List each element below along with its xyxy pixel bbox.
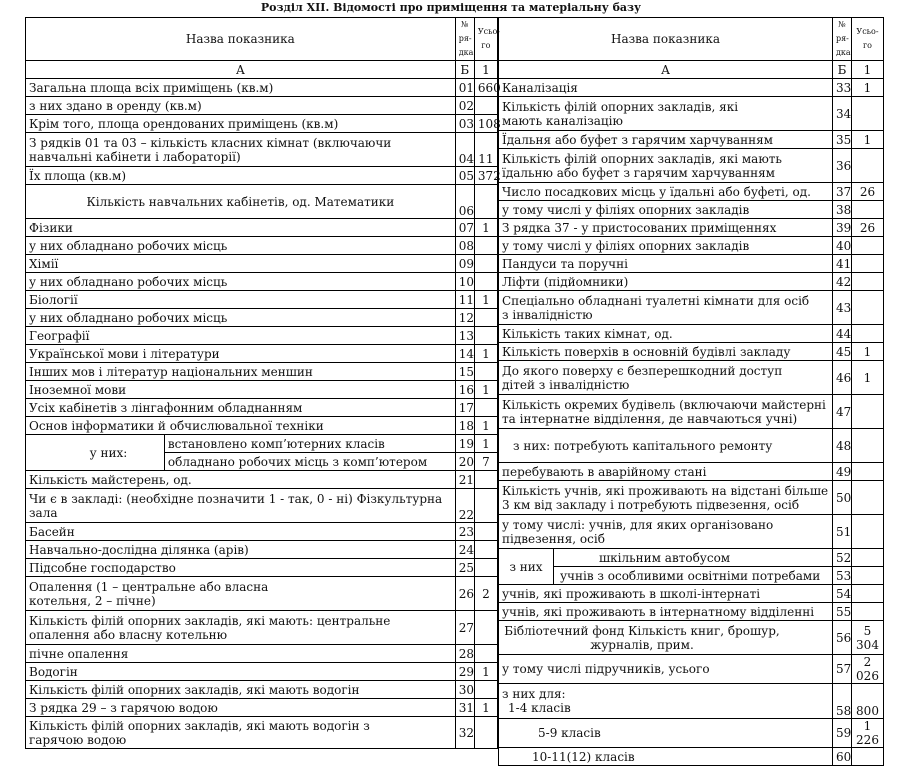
table-row [499,655,884,684]
row-num: 07 [455,219,474,237]
row-label: З рядків 01 та 03 – кількість класних кімнат (включаючи навчальні кабінети і лабораторії) [26,133,456,167]
row-label: До якого поверху є безперешкодний доступ дітей з інвалідністю [499,361,833,395]
row-label: Опалення (1 – центральне або власна котельня, 2 – пічне) [26,577,456,611]
row-value [852,201,884,219]
table-row [26,219,498,237]
row-label: Крім того, площа орендованих приміщень (кв.м) [26,115,456,133]
row-value [474,399,497,417]
row-value [474,185,497,219]
row-label: Кількість філій опорних закладів, які мають водогін з гарячою водою [26,717,456,749]
table-row [26,471,498,489]
table-row [499,201,884,219]
letter-1: 1 [852,61,884,79]
row-num: 37 [833,183,852,201]
table-row [26,663,498,681]
row-label [499,684,833,719]
row-label: пічне опалення [26,645,456,663]
table-row [499,149,884,183]
row-value: 11 [474,133,497,167]
row-label: у них обладнано робочих місць [26,273,456,291]
left-table [25,17,501,749]
table-row [26,611,498,645]
table-row [26,237,498,255]
row-value [852,149,884,183]
table-row [26,417,498,435]
table-row [499,219,884,237]
row-label: Кількість філій опорних закладів, які мають їдальню або буфет з гарячим харчуванням [499,149,833,183]
letters-row [26,61,498,79]
row-value: 26 [852,219,884,237]
row-num: 55 [833,603,852,621]
row-num: 16 [455,381,474,399]
row-value [852,97,884,131]
table-row [499,273,884,291]
row-value [474,523,497,541]
row-num: 35 [833,131,852,149]
row-label: у тому числі: учнів, для яких організовано підвезення, осіб [499,515,833,549]
row-num: 52 [833,549,852,567]
section-title: Розділ XII. Відомості про приміщення та матеріальну базу [260,1,642,14]
row-label: Кількість учнів, які проживають на відстані більше 3 км від закладу і потребують підвезення, осіб [499,481,833,515]
row-value: 26 [852,183,884,201]
row-num: 12 [455,309,474,327]
row-value [474,255,497,273]
row-num: 27 [455,611,474,645]
row-value [474,681,497,699]
row-label: перебувають в аварійному стані [499,463,833,481]
table-row [499,684,884,719]
table-row [499,97,884,131]
row-label: Української мови і літератури [26,345,456,363]
row-label: Кількість окремих будівель (включаючи майстерні та інтернатне відділення, де навчаються учні) [499,395,833,429]
row-num: 20 [455,453,474,471]
row-num: 26 [455,577,474,611]
row-num: 47 [833,395,852,429]
row-label: Пандуси та поручні [499,255,833,273]
table-row [26,273,498,291]
row-label: шкільним автобусом [554,549,833,567]
row-num: 49 [833,463,852,481]
row-label: Каналізація [499,79,833,97]
header-name: Назва показника [499,18,833,61]
row-value [474,489,497,523]
table-row [26,577,498,611]
row-value: 1 [474,219,497,237]
header-total: Усьо-го [852,18,884,61]
header-num: № ря-дка [833,18,852,61]
row-num: 43 [833,291,852,325]
row-value [852,255,884,273]
row-label: Чи є в закладі: (необхідне позначити 1 - так, 0 - ні) Фізкультурна зала [26,489,456,523]
table-row [26,363,498,381]
row-label: Фізики [26,219,456,237]
row-label: Число посадкових місць у їдальні або буфеті, од. [499,183,833,201]
row-value: 372 [474,167,497,185]
row-value [474,611,497,645]
table-row [26,541,498,559]
table-row [499,79,884,97]
row-label: з них здано в оренду (кв.м) [26,97,456,115]
row-label: Кількість філій опорних закладів, які мають каналізацію [499,97,833,131]
table-row [499,719,884,748]
row-value [474,237,497,255]
row-num: 38 [833,201,852,219]
row-value: 1 [852,343,884,361]
row-num: 08 [455,237,474,255]
letter-a: А [26,61,456,79]
row-num: 51 [833,515,852,549]
row-label: Усіх кабінетів з лінгафонним обладнанням [26,399,456,417]
letter-1: 1 [474,61,497,79]
row-label: Інших мов і літератур національних меншин [26,363,456,381]
row-value [474,309,497,327]
row-label: Кількість філій опорних закладів, які мають: центральне опалення або власну котельню [26,611,456,645]
table-row [499,429,884,463]
row-num: 15 [455,363,474,381]
row-label: учнів, які проживають в інтернатному відділенні [499,603,833,621]
header-num: № ря-дка [455,18,474,61]
row-label: Підсобне господарство [26,559,456,577]
row-label: З рядка 37 - у пристосованих приміщеннях [499,219,833,237]
row-group-label: у них: [26,435,165,471]
letter-a: А [499,61,833,79]
row-value: 800 [852,684,884,719]
row-num: 48 [833,429,852,463]
row-num: 33 [833,79,852,97]
row-label: Бібліотечний фонд Кількість книг, брошур, журналів, прим. [499,621,833,655]
row-label: Кількість таких кімнат, од. [499,325,833,343]
table-row [499,603,884,621]
row-label: у тому числі у філіях опорних закладів [499,201,833,219]
table-row [26,699,498,717]
row-num: 13 [455,327,474,345]
right-table [498,17,884,766]
row-group-label: з них [499,549,554,585]
row-num: 06 [455,185,474,219]
header-row [499,18,884,61]
letters-row [499,61,884,79]
row-value: 1 [474,699,497,717]
row-label: Ліфти (підйомники) [499,273,833,291]
row-value [852,291,884,325]
table-row [499,463,884,481]
table-row [26,167,498,185]
row-value: 1 [474,435,497,453]
table-row [26,79,498,97]
row-label: Кількість навчальних кабінетів, од. Математики [26,185,456,219]
row-value [474,97,497,115]
row-value [852,515,884,549]
row-label: обладнано робочих місць з комп’ютером [164,453,455,471]
row-num: 19 [455,435,474,453]
row-num: 05 [455,167,474,185]
row-group-label: з них для: [502,687,566,701]
row-num: 22 [455,489,474,523]
row-value: 1 [474,663,497,681]
row-label: у тому числі у філіях опорних закладів [499,237,833,255]
row-value: 7 [474,453,497,471]
table-row [499,748,884,766]
row-num: 40 [833,237,852,255]
row-num: 57 [833,655,852,684]
row-value: 5 304 [852,621,884,655]
row-value [852,585,884,603]
table-row [26,255,498,273]
row-value [852,481,884,515]
row-num: 39 [833,219,852,237]
table-row [499,621,884,655]
table-row [499,567,884,585]
row-sublabel: 1-4 класів [508,701,571,715]
table-row [499,585,884,603]
row-label: Водогін [26,663,456,681]
row-value [474,645,497,663]
row-value [852,429,884,463]
table-row [26,381,498,399]
row-value [852,273,884,291]
row-num: 14 [455,345,474,363]
row-label: у тому числі підручників, усього [499,655,833,684]
row-label: Географії [26,327,456,345]
table-row [26,435,498,453]
table-row [499,255,884,273]
row-num: 56 [833,621,852,655]
row-value: 2 [474,577,497,611]
letter-b: Б [455,61,474,79]
row-value: 1 [474,345,497,363]
row-value [852,549,884,567]
row-num: 32 [455,717,474,749]
row-num: 45 [833,343,852,361]
table-row [26,559,498,577]
row-label: 5-9 класів [499,719,833,748]
table-row [26,327,498,345]
row-value [474,273,497,291]
row-num: 31 [455,699,474,717]
row-label: Басейн [26,523,456,541]
row-num: 09 [455,255,474,273]
table-row [26,399,498,417]
row-value: 1 [474,291,497,309]
row-num: 60 [833,748,852,766]
table-row [499,549,884,567]
table-row [499,183,884,201]
row-num: 44 [833,325,852,343]
row-value [852,603,884,621]
table-row [26,97,498,115]
row-label: З рядка 29 – з гарячою водою [26,699,456,717]
row-value [852,395,884,429]
table-row [26,309,498,327]
row-label: встановлено комп’ютерних класів [164,435,455,453]
row-value: 1 [852,131,884,149]
table-row [26,489,498,523]
row-label: Їх площа (кв.м) [26,167,456,185]
table-row [26,291,498,309]
row-label: Основ інформатики й обчислювальної техніки [26,417,456,435]
letter-b: Б [833,61,852,79]
row-num: 42 [833,273,852,291]
row-num: 58 [833,684,852,719]
row-num: 50 [833,481,852,515]
table-row [26,133,498,167]
row-label: Кількість поверхів в основній будівлі закладу [499,343,833,361]
row-value [474,327,497,345]
table-row [26,523,498,541]
table-row [26,345,498,363]
row-num: 34 [833,97,852,131]
row-label: учнів з особливими освітніми потребами [554,567,833,585]
row-label: Біології [26,291,456,309]
row-value [474,717,497,749]
header-row [26,18,498,61]
row-num: 04 [455,133,474,167]
row-value [474,363,497,381]
row-num: 02 [455,97,474,115]
row-value: 1 [474,381,497,399]
row-value [852,237,884,255]
table-row [26,645,498,663]
row-num: 01 [455,79,474,97]
row-value [852,463,884,481]
table-row [499,515,884,549]
row-value [474,471,497,489]
row-num: 36 [833,149,852,183]
row-value: 2 026 [852,655,884,684]
table-row [499,131,884,149]
row-label: Спеціально обладнані туалетні кімнати для осіб з інвалідністю [499,291,833,325]
row-value [474,559,497,577]
table-row [499,361,884,395]
row-label: з них: потребують капітального ремонту [499,429,833,463]
row-num: 54 [833,585,852,603]
row-num: 30 [455,681,474,699]
row-value [852,567,884,585]
row-label: Їдальня або буфет з гарячим харчуванням [499,131,833,149]
row-value: 1 [852,361,884,395]
row-value: 1 [474,417,497,435]
row-num: 25 [455,559,474,577]
header-total: Усьо-го [474,18,497,61]
table-row [499,343,884,361]
table-row [499,291,884,325]
row-num: 46 [833,361,852,395]
row-num: 41 [833,255,852,273]
row-num: 29 [455,663,474,681]
table-row [26,681,498,699]
row-num: 17 [455,399,474,417]
row-value: 1 226 [852,719,884,748]
row-num: 11 [455,291,474,309]
table-row [499,481,884,515]
row-value: 1 [852,79,884,97]
row-value: 108 [474,115,497,133]
header-name: Назва показника [26,18,456,61]
row-label: Хімії [26,255,456,273]
row-num: 24 [455,541,474,559]
row-value [852,748,884,766]
row-label: Іноземної мови [26,381,456,399]
table-row [26,185,498,219]
row-num: 59 [833,719,852,748]
table-row [26,115,498,133]
row-num: 10 [455,273,474,291]
row-num: 53 [833,567,852,585]
table-row [499,395,884,429]
row-label: учнів, які проживають в школі-інтернаті [499,585,833,603]
row-value [474,541,497,559]
row-label: Кількість майстерень, од. [26,471,456,489]
row-num: 03 [455,115,474,133]
row-label: у них обладнано робочих місць [26,309,456,327]
row-label: Загальна площа всіх приміщень (кв.м) [26,79,456,97]
row-num: 23 [455,523,474,541]
row-num: 18 [455,417,474,435]
table-row [499,237,884,255]
row-label: Навчально-дослідна ділянка (арів) [26,541,456,559]
row-label: 10-11(12) класів [499,748,833,766]
table-row [26,717,498,749]
row-value: 660 [474,79,497,97]
row-num: 28 [455,645,474,663]
table-row [499,325,884,343]
row-num: 21 [455,471,474,489]
row-label: Кількість філій опорних закладів, які мають водогін [26,681,456,699]
row-value [852,325,884,343]
row-label: у них обладнано робочих місць [26,237,456,255]
